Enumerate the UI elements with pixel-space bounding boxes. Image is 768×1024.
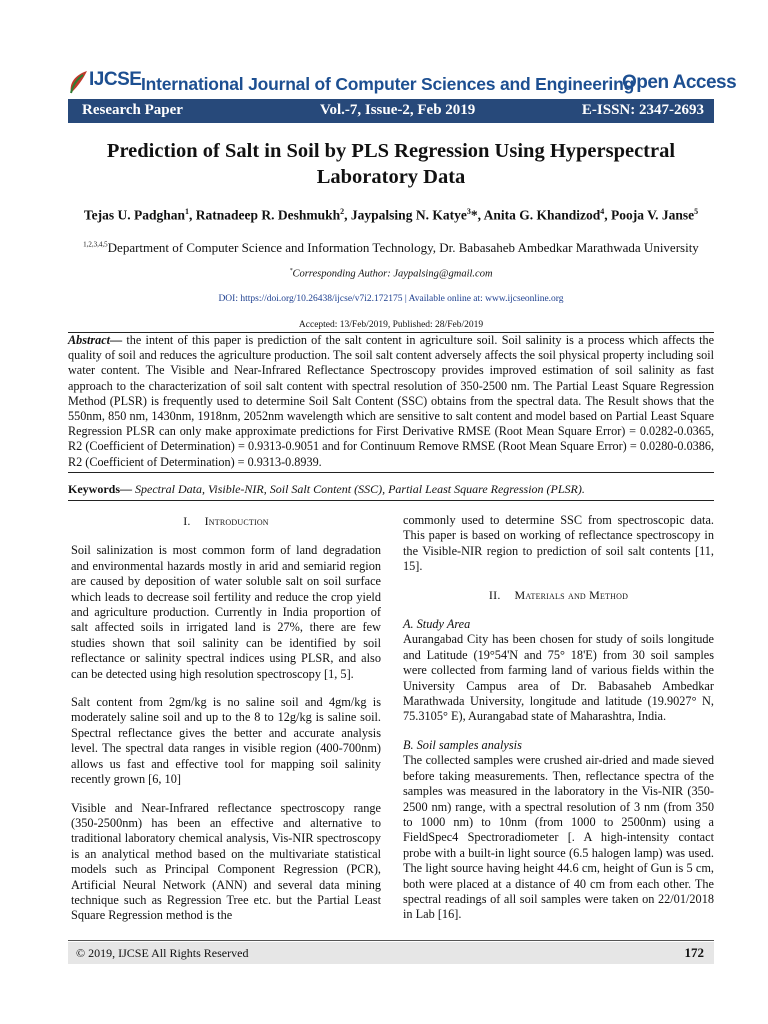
author-name: Pooja V. Janse — [610, 207, 695, 223]
section-number: II. — [488, 587, 501, 602]
paper-title: Prediction of Salt in Soil by PLS Regression Using Hyperspectral Laboratory Data — [106, 140, 676, 188]
logo-text: IJCSE — [89, 69, 142, 90]
author-separator: , — [189, 207, 196, 223]
leaf-logo-icon — [67, 69, 89, 95]
page-number: 172 — [684, 945, 704, 960]
body-paragraph: Aurangabad City has been chosen for study of soils longitude and Latitude (19°54'N and 75° 18'E) from 30 soil samples were collected from farming land of various fields within the University Campus area of Dr. Babasaheb Ambedkar Marathwada University, longitude and latitude (19.9027° N, 75.3105° E), Aurangabad state of Maharashtra, India. — [403, 632, 714, 724]
section-heading-introduction — [71, 514, 381, 529]
author-separator: *, — [470, 207, 484, 223]
left-column — [71, 514, 381, 937]
abstract — [68, 333, 714, 470]
affiliation — [68, 240, 714, 256]
author-sup: 4 — [600, 207, 605, 216]
body-paragraph: Soil salinization is most common form of land degradation and environmental hazards mostly in arid and semiarid region are caused by deposition of water soluble salt on soil surface which leads to decrease soil fertility and reduce the crop yield and agriculture production. Currently in India proportion of salt affected soils in irrigated land is 27%, there are few studies shown that soil salinity can be identified by soil reflectance or salinity spectral indices using PLSR, and also can be detected using high resolution spectroscopy [1, 5]. — [71, 543, 381, 681]
body-paragraph: The collected samples were crushed air-dried and made sieved before taking measurements. Then, reflectance spectra of the samples was measured in the laboratory in the Vis-NIR (350-2500 nm) range, with a spectral resolution of 3 nm (from 350 to 1000 nm) to 10nm (from 1000 to 2500nm) using a FieldSpec4 Spectroradiometer [. A high-intensity contact probe with a built-in light source (6.5 halogen lamp) was used. The light source having height 44.6 cm, height of Gun is 5 cm, both were placed at a distance of 40 cm from each other. The spectral readings of all soil samples were taken on 22/01/2018 in Lab [16]. — [403, 753, 714, 922]
doi-link[interactable]: DOI: https://doi.org/10.26438/ijcse/v7i2.172175 | Available online at: www.ijcseonline.org — [218, 294, 564, 304]
subsection-heading: A. Study Area — [403, 617, 471, 632]
corresponding-author — [68, 268, 714, 280]
open-access-label: Open Access — [622, 72, 737, 93]
section-number: I. — [183, 514, 191, 528]
author-sup: 5 — [694, 207, 699, 216]
author-name: Tejas U. Padghan — [83, 207, 186, 223]
right-column — [403, 513, 714, 936]
abstract-text: the intent of this paper is prediction of the salt content in agriculture soil. Soil salinity is a process which affects the quality of soil and reduces the agriculture production. The soil salt content adversely affects the soil physical property including soil water content. The Visible and Near-Infrared Reflectance Spectroscopy provides improved estimation of soil salinity as fast approach to the characterization of soil salt content with spectral resolution of 350-2500 nm. The Partial Least Square Regression Method (PLSR) is frequently used to determine Soil Salt Content (SSC) obtains from the spectral data. The Result shows that the 550nm, 850 nm, 1430nm, 1918nm, 2052nm wavelength which are sensitive to salt content and model based on Partial Least Square Regression PLSR can only make approximate predictions for First Derivative RMSE (Root Mean Square Error) = 0.0282-0.0365, R2 (Coefficient of Determination) = 0.9313-0.9051 and for Continuum Remove RMSE (Root Mean Square Error) = 0.0280-0.0386, R2 (Coefficient of Determination) = 0.9313-0.8939. — [68, 333, 714, 469]
section-title: Materials and Method — [514, 587, 629, 602]
page-footer — [68, 942, 714, 964]
abstract-bottom-rule — [68, 472, 714, 473]
journal-name: International Journal of Computer Sciences and Engineering — [141, 74, 635, 94]
section-title: Introduction — [204, 514, 269, 528]
affiliation-sup: 1,2,3,4,5 — [83, 240, 108, 249]
author-sup: 1 — [185, 207, 190, 216]
corresponding-sup: * — [289, 268, 293, 274]
affiliation-text: Department of Computer Science and Information Technology, Dr. Babasaheb Ambedkar Marathwada University — [107, 240, 699, 255]
author-separator: , — [604, 207, 611, 223]
author-name: Ratnadeep R. Deshmukh — [195, 207, 341, 223]
abstract-label: Abstract— — [68, 333, 123, 347]
journal-info-bar — [68, 99, 714, 123]
section-heading-materials — [403, 588, 714, 603]
body-paragraph: Salt content from 2gm/kg is no saline soil and 4gm/kg is moderately saline soil and up to the 8 to 12g/kg is saline soil. Spectral reflectance gives the better and accurate analysis level. The spectral data ranges in visible region (400-700nm) allows us fast and effective tool for mapping soil salinity recently grown [6, 10] — [71, 695, 381, 787]
volume-issue: Vol.-7, Issue-2, Feb 2019 — [320, 102, 476, 118]
body-paragraph: commonly used to determine SSC from spectroscopic data. This paper is based on working of reflectance spectroscopy in the Visible-NIR region to prediction of soil salt contents [11, 15]. — [403, 513, 714, 574]
copyright: © 2019, IJCSE All Rights Reserved — [76, 946, 249, 960]
keywords-rule — [68, 500, 714, 501]
accepted-date: Accepted: 13/Feb/2019, Published: 28/Feb/2019 — [298, 320, 484, 330]
body-paragraph: Visible and Near-Infrared reflectance spectroscopy range (350-2500nm) has been an effective and alternative to traditional laboratory chemical analysis, Vis-NIR spectroscopy is an analytical method based on the multivariate statistical models such as Principal Component Regression (PCR), Artificial Neural Network (ANN) and several data mining technique such as Regression Tree etc. but the Partial Least Square Regression method is the — [71, 800, 381, 923]
eissn: E-ISSN: 2347-2693 — [581, 102, 704, 118]
paper-type: Research Paper — [82, 102, 183, 118]
author-name: Anita G. Khandizod — [483, 207, 601, 223]
author-sup: 2 — [340, 207, 345, 216]
author-name: Jaypalsing N. Katye — [350, 207, 467, 223]
author-separator: , — [344, 207, 351, 223]
corresponding-text: Corresponding Author: Jaypalsing@gmail.com — [292, 268, 493, 280]
author-sup: 3 — [466, 207, 471, 216]
keywords — [68, 482, 714, 497]
keywords-text: Spectral Data, Visible-NIR, Soil Salt Content (SSC), Partial Least Square Regression (PLSR). — [132, 482, 585, 496]
author-list — [68, 207, 714, 224]
footer-rule — [68, 940, 714, 941]
keywords-label: Keywords— — [68, 482, 132, 496]
subsection-heading: B. Soil samples analysis — [403, 737, 522, 752]
journal-logo — [67, 69, 142, 97]
